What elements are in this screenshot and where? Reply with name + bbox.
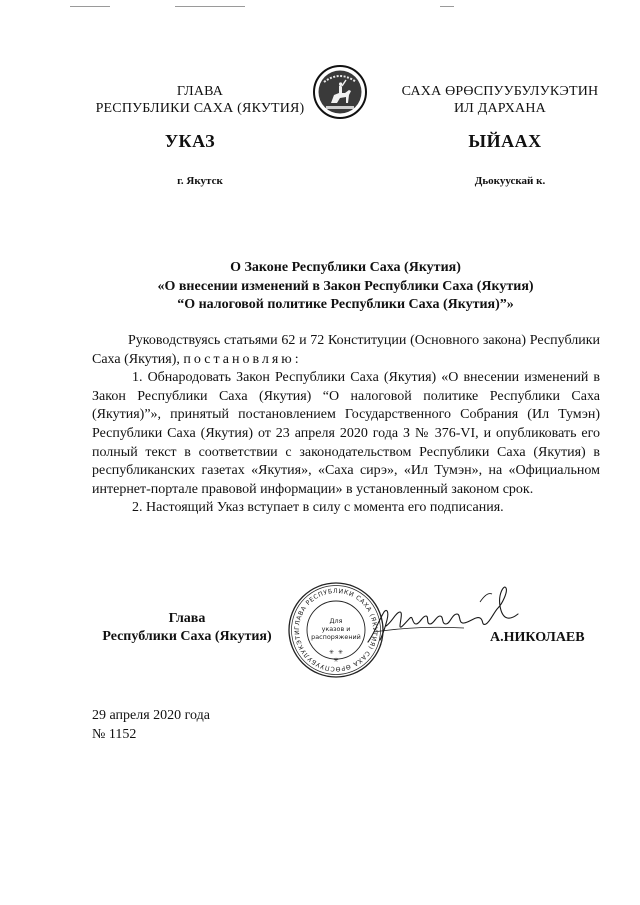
signatory-name: А.НИКОЛАЕВ: [490, 630, 585, 645]
seal-center-line1: Для: [329, 617, 343, 625]
scan-artifact: [70, 6, 110, 7]
header-left: [70, 83, 330, 117]
signature-position: [92, 610, 282, 646]
seal-ring-text: ГЛАВА РЕСПУБЛИКИ САХА (ЯКУТИЯ) САХА ӨРӨСПУУБУЛУКЭТИ: [293, 587, 379, 673]
coat-of-arms-icon: [312, 64, 368, 120]
seal-center-line3: распоряжений: [311, 633, 361, 641]
city-ru: г. Якутск: [177, 175, 223, 187]
seal-center-line2: указов и: [321, 625, 351, 633]
body-item-1: 1. Обнародовать Закон Республики Саха (Якутия) «О внесении изменений в Закон Республики Саха (Якутия) “О налоговой политике Республики Саха (Якутия)”», принятый постановлением Государственного Собрания (Ил Тумэн) Республики Саха (Якутия) от 23 апреля 2020 года З № 376-VI, и опубликовать его полный текст в соответствии с законодательством Республики Саха (Якутия) в республиканских газетах «Якутия», «Саха сирэ», «Ил Тумэн», на «Официальном интернет-портале правовой информации» в установленный законом срок.: [92, 370, 600, 497]
date-block: [92, 706, 210, 744]
signature-position-line1: Глава: [168, 611, 206, 626]
title-line2: «О внесении изменений в Закон Республики Саха (Якутия): [157, 278, 534, 294]
decree-label-sakha: ЫЙААХ: [468, 131, 542, 151]
title-line3: “О налоговой политике Республики Саха (Якутия)”»: [177, 297, 514, 312]
city-sakha: Дьокуускай к.: [474, 175, 546, 187]
scan-artifact: [440, 6, 454, 7]
svg-text:✳: ✳: [329, 650, 335, 656]
document-title: [88, 259, 603, 315]
body-intro-text: Руководствуясь статьями 62 и 72 Конституции (Основного закона) Республики Саха (Якутия),: [92, 333, 600, 367]
header-right: [380, 83, 620, 117]
svg-text:✳: ✳: [338, 650, 344, 656]
header-left-line2: РЕСПУБЛИКИ САХА (ЯКУТИЯ): [95, 101, 305, 116]
svg-text:✳: ✳: [333, 658, 339, 664]
document-date: 29 апреля 2020 года: [92, 708, 210, 723]
header-left-line1: ГЛАВА: [176, 84, 224, 99]
decree-label-ru: УКАЗ: [164, 131, 216, 151]
document-body: [92, 332, 600, 518]
body-item-2: 2. Настоящий Указ вступает в силу с момента его подписания.: [132, 500, 504, 516]
header-right-line2: ИЛ ДАРХАНА: [453, 101, 546, 116]
scan-artifact: [175, 6, 245, 7]
signature-position-line2: Республики Саха (Якутия): [102, 629, 272, 644]
title-line1: О Законе Республики Саха (Якутия): [230, 260, 461, 275]
document-number: № 1152: [92, 727, 137, 742]
body-intro-resolve: постановляю:: [183, 351, 302, 367]
body-intro: [92, 332, 600, 369]
header-right-line1: САХА ӨРӨСПУУБУЛУКЭТИН: [401, 84, 599, 99]
